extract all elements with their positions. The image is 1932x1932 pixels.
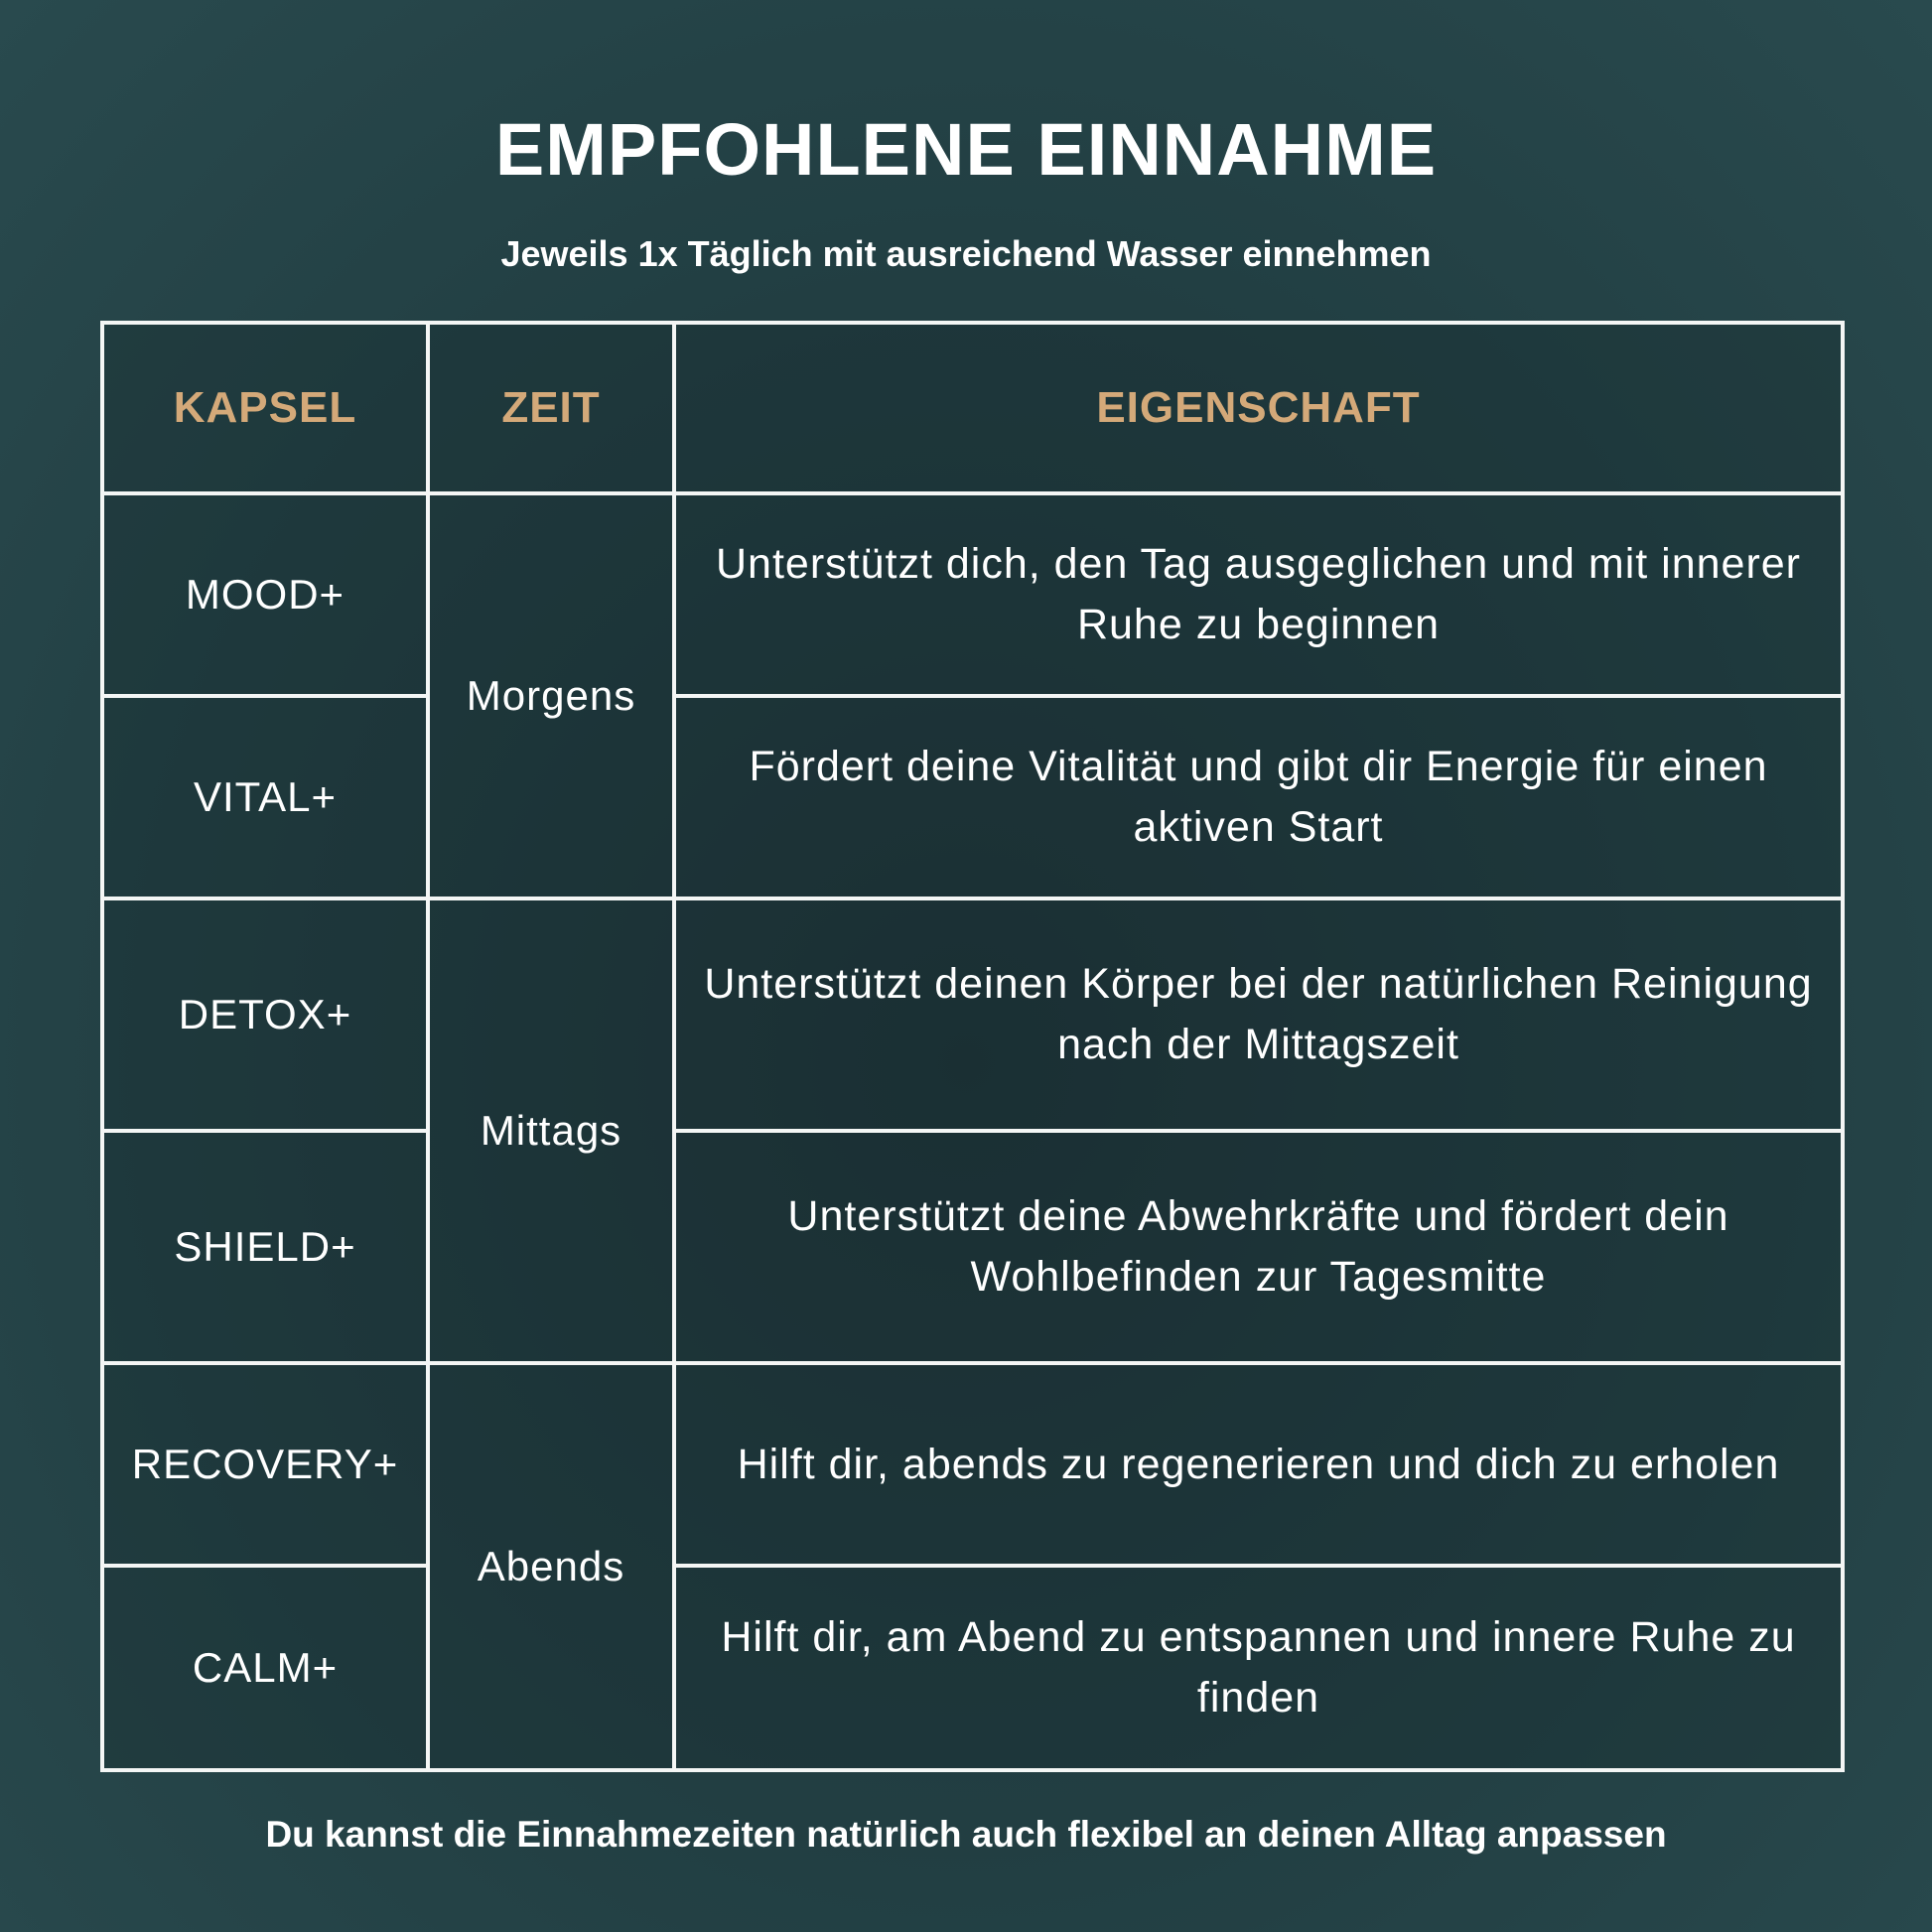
zeit-cell-evening: Abends	[428, 1363, 674, 1770]
zeit-cell-midday: Mittags	[428, 898, 674, 1363]
page-title: EMPFOHLENE EINNAHME	[494, 108, 1438, 191]
header-zeit: ZEIT	[428, 323, 674, 493]
eigenschaft-cell: Hilft dir, am Abend zu entspannen und innere Ruhe zu finden	[674, 1566, 1843, 1770]
kapsel-cell: RECOVERY+	[102, 1363, 428, 1566]
kapsel-cell: VITAL+	[102, 696, 428, 898]
table-row	[102, 696, 1843, 898]
table-row	[102, 1131, 1843, 1363]
kapsel-cell: DETOX+	[102, 898, 428, 1131]
eigenschaft-cell: Hilft dir, abends zu regenerieren und dich zu erholen	[674, 1363, 1843, 1566]
eigenschaft-cell: Fördert deine Vitalität und gibt dir Energie für einen aktiven Start	[674, 696, 1843, 898]
table-row	[102, 493, 1843, 696]
table-header-row	[102, 323, 1843, 493]
table-row	[102, 1566, 1843, 1770]
kapsel-cell: SHIELD+	[102, 1131, 428, 1363]
page-subtitle: Jeweils 1x Täglich mit ausreichend Wasser einnehmen	[500, 233, 1432, 274]
eigenschaft-cell: Unterstützt deinen Körper bei der natürlichen Reinigung nach der Mittagszeit	[674, 898, 1843, 1131]
header-eigenschaft: EIGENSCHAFT	[674, 323, 1843, 493]
kapsel-cell: CALM+	[102, 1566, 428, 1770]
zeit-cell-morning: Morgens	[428, 493, 674, 898]
eigenschaft-cell: Unterstützt deine Abwehrkräfte und fördert dein Wohlbefinden zur Tagesmitte	[674, 1131, 1843, 1363]
footer-note: Du kannst die Einnahmezeiten natürlich auch flexibel an deinen Alltag anpassen	[265, 1814, 1667, 1855]
eigenschaft-cell: Unterstützt dich, den Tag ausgeglichen und mit innerer Ruhe zu beginnen	[674, 493, 1843, 696]
table-row	[102, 1363, 1843, 1566]
header-kapsel: KAPSEL	[102, 323, 428, 493]
table-row	[102, 898, 1843, 1131]
kapsel-cell: MOOD+	[102, 493, 428, 696]
dosing-table	[100, 321, 1845, 1772]
